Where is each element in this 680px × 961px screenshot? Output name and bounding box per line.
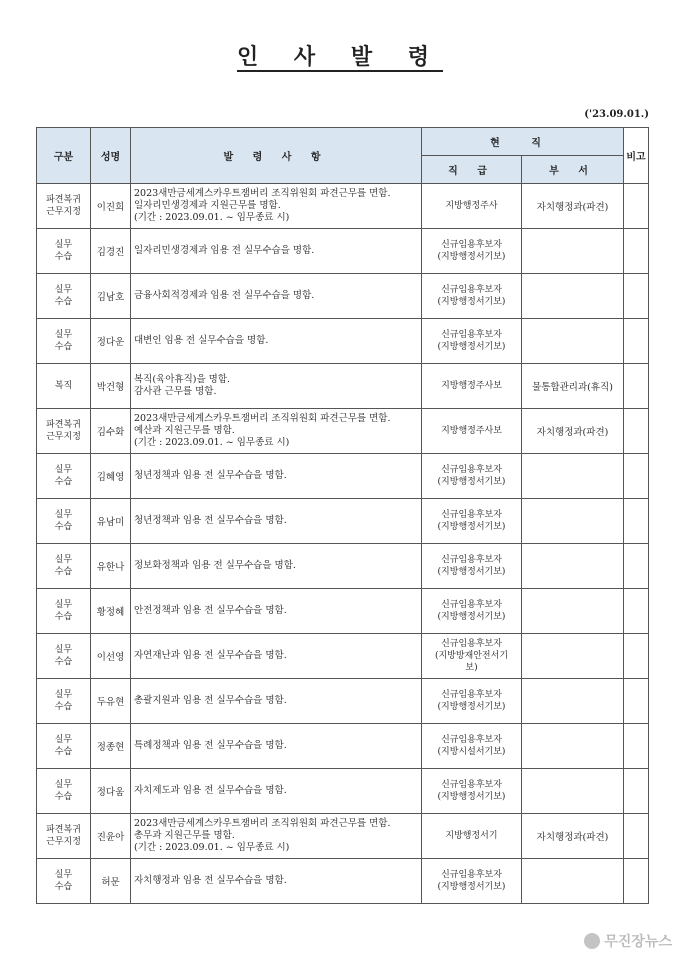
- cell-note: [624, 724, 649, 769]
- cell-name: 진윤아: [91, 814, 131, 859]
- cell-note: [624, 499, 649, 544]
- cell-dept: 자치행정과(파견): [522, 184, 624, 229]
- cell-rank: 신규임용후보자 (지방행정서기보): [422, 229, 522, 274]
- cell-note: [624, 634, 649, 679]
- table-row: [37, 229, 649, 274]
- cell-name: 이진희: [91, 184, 131, 229]
- cell-dept: [522, 634, 624, 679]
- cell-rank: 신규임용후보자 (지방행정서기보): [422, 499, 522, 544]
- cell-content: 총괄지원과 임용 전 실무수습을 명함.: [131, 679, 422, 724]
- cell-dept: [522, 769, 624, 814]
- cell-name: 정다움: [91, 769, 131, 814]
- cell-category: 실무 수습: [37, 859, 91, 904]
- cell-rank: 신규임용후보자 (지방행정서기보): [422, 544, 522, 589]
- personnel-order-table: [36, 127, 649, 904]
- cell-rank: 신규임용후보자 (지방행정서기보): [422, 454, 522, 499]
- header-details: 발 령 사 항: [131, 128, 422, 184]
- cell-content: 청년정책과 임용 전 실무수습을 명함.: [131, 499, 422, 544]
- header-name: 성명: [91, 128, 131, 184]
- cell-name: 김수화: [91, 409, 131, 454]
- table-row: [37, 544, 649, 589]
- cell-category: 실무 수습: [37, 544, 91, 589]
- cell-rank: 신규임용후보자 (지방행정서기보): [422, 859, 522, 904]
- cell-category: 실무 수습: [37, 634, 91, 679]
- watermark-text: 무진장뉴스: [604, 934, 672, 950]
- cell-content: 2023새만금세계스카우트잼버리 조직위원회 파견근무를 면함. 일자리민생경제과 지원근무를 명함. (기간 : 2023.09.01. ~ 임무종료 시): [131, 184, 422, 229]
- cell-rank: 신규임용후보자 (지방행정서기보): [422, 769, 522, 814]
- table-row: [37, 724, 649, 769]
- cell-dept: [522, 454, 624, 499]
- cell-content: 청년정책과 임용 전 실무수습을 명함.: [131, 454, 422, 499]
- cell-note: [624, 589, 649, 634]
- cell-content: 자연재난과 임용 전 실무수습을 명함.: [131, 634, 422, 679]
- cell-rank: 신규임용후보자 (지방행정서기보): [422, 319, 522, 364]
- cell-dept: 물통합관리과(휴직): [522, 364, 624, 409]
- cell-name: 이선영: [91, 634, 131, 679]
- logo-icon: [584, 933, 600, 949]
- cell-category: 실무 수습: [37, 454, 91, 499]
- cell-category: 실무 수습: [37, 769, 91, 814]
- cell-rank: 지방행정주사: [422, 184, 522, 229]
- cell-note: [624, 679, 649, 724]
- header-note: 비고: [624, 128, 649, 184]
- cell-content: 정보화정책과 임용 전 실무수습을 명함.: [131, 544, 422, 589]
- cell-dept: [522, 319, 624, 364]
- cell-dept: [522, 724, 624, 769]
- cell-category: 실무 수습: [37, 229, 91, 274]
- cell-category: 실무 수습: [37, 724, 91, 769]
- cell-name: 유남미: [91, 499, 131, 544]
- table-row: [37, 319, 649, 364]
- table-row: [37, 274, 649, 319]
- cell-name: 정다운: [91, 319, 131, 364]
- cell-note: [624, 769, 649, 814]
- cell-note: [624, 814, 649, 859]
- header-dept: 부 서: [522, 156, 624, 184]
- table-row: [37, 589, 649, 634]
- cell-note: [624, 859, 649, 904]
- cell-content: 복직(육아휴직)을 명함. 감사관 근무를 명함.: [131, 364, 422, 409]
- cell-category: 파견복귀 근무지정: [37, 409, 91, 454]
- cell-note: [624, 319, 649, 364]
- cell-dept: [522, 589, 624, 634]
- table-row: [37, 364, 649, 409]
- cell-rank: 신규임용후보자 (지방행정서기보): [422, 274, 522, 319]
- cell-rank: 신규임용후보자 (지방방재안전서기 보): [422, 634, 522, 679]
- cell-name: 유한나: [91, 544, 131, 589]
- cell-note: [624, 409, 649, 454]
- cell-note: [624, 274, 649, 319]
- cell-name: 김경진: [91, 229, 131, 274]
- cell-note: [624, 454, 649, 499]
- table-row: [37, 499, 649, 544]
- header-rank: 직 급: [422, 156, 522, 184]
- table-row: [37, 814, 649, 859]
- cell-category: 실무 수습: [37, 679, 91, 724]
- cell-category: 파견복귀 근무지정: [37, 814, 91, 859]
- cell-name: 박건형: [91, 364, 131, 409]
- table-row: [37, 409, 649, 454]
- cell-content: 일자리민생경제과 임용 전 실무수습을 명함.: [131, 229, 422, 274]
- cell-category: 실무 수습: [37, 499, 91, 544]
- cell-content: 금융사회적경제과 임용 전 실무수습을 명함.: [131, 274, 422, 319]
- issue-date: ('23.09.01.): [584, 109, 649, 120]
- cell-name: 김혜영: [91, 454, 131, 499]
- cell-rank: 신규임용후보자 (지방시설서기보): [422, 724, 522, 769]
- cell-rank: 신규임용후보자 (지방행정서기보): [422, 589, 522, 634]
- cell-rank: 지방행정주사보: [422, 364, 522, 409]
- table-row: [37, 184, 649, 229]
- cell-content: 자치행정과 임용 전 실무수습을 명함.: [131, 859, 422, 904]
- table-row: [37, 859, 649, 904]
- cell-rank: 지방행정주사보: [422, 409, 522, 454]
- cell-name: 허문: [91, 859, 131, 904]
- cell-content: 2023새만금세계스카우트잼버리 조직위원회 파견근무를 면함. 예산과 지원근무를 명함. (기간 : 2023.09.01. ~ 임무종료 시): [131, 409, 422, 454]
- header-category: 구분: [37, 128, 91, 184]
- cell-content: 자치제도과 임용 전 실무수습을 명함.: [131, 769, 422, 814]
- cell-note: [624, 544, 649, 589]
- cell-name: 두유현: [91, 679, 131, 724]
- cell-note: [624, 364, 649, 409]
- cell-dept: [522, 499, 624, 544]
- cell-content: 특례정책과 임용 전 실무수습을 명함.: [131, 724, 422, 769]
- cell-content: 2023새만금세계스카우트잼버리 조직위원회 파견근무를 면함. 총무과 지원근무를 명함. (기간 : 2023.09.01. ~ 임무종료 시): [131, 814, 422, 859]
- table-row: [37, 769, 649, 814]
- cell-name: 정종현: [91, 724, 131, 769]
- cell-note: [624, 184, 649, 229]
- cell-category: 복직: [37, 364, 91, 409]
- table-row: [37, 679, 649, 724]
- page-title: 인 사 발 령: [237, 44, 443, 70]
- cell-dept: 자치행정과(파견): [522, 409, 624, 454]
- watermark-logo: [584, 931, 672, 951]
- cell-name: 황정혜: [91, 589, 131, 634]
- cell-content: 안전정책과 임용 전 실무수습을 명함.: [131, 589, 422, 634]
- cell-dept: [522, 679, 624, 724]
- cell-category: 파견복귀 근무지정: [37, 184, 91, 229]
- cell-content: 대변인 임용 전 실무수습을 명함.: [131, 319, 422, 364]
- cell-rank: 지방행정서기: [422, 814, 522, 859]
- cell-dept: 자치행정과(파견): [522, 814, 624, 859]
- cell-category: 실무 수습: [37, 589, 91, 634]
- cell-dept: [522, 229, 624, 274]
- cell-category: 실무 수습: [37, 274, 91, 319]
- header-current: 현 직: [422, 128, 624, 156]
- cell-dept: [522, 544, 624, 589]
- table-row: [37, 634, 649, 679]
- cell-dept: [522, 274, 624, 319]
- cell-note: [624, 229, 649, 274]
- cell-name: 김남호: [91, 274, 131, 319]
- table-row: [37, 454, 649, 499]
- cell-dept: [522, 859, 624, 904]
- cell-rank: 신규임용후보자 (지방행정서기보): [422, 679, 522, 724]
- cell-category: 실무 수습: [37, 319, 91, 364]
